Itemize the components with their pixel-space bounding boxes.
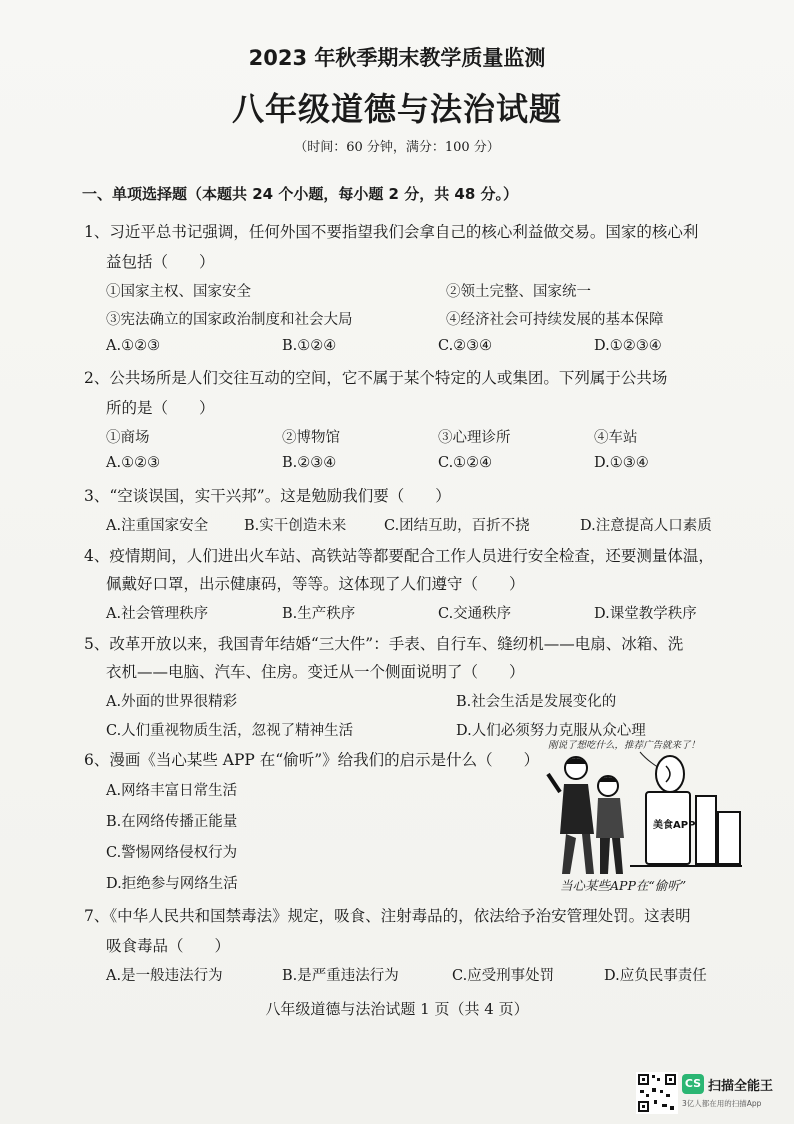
question-5-option-a[interactable]: A.外面的世界很精彩 (106, 694, 238, 710)
question-7-option-c[interactable]: C.应受刑事处罚 (452, 968, 555, 984)
question-2-stem-line1: 2、公共场所是人们交往互动的空间，它不属于某个特定的人或集团。下列属于公共场 (84, 369, 668, 387)
camscanner-logo-icon: CS (682, 1074, 704, 1094)
question-4-option-c[interactable]: C.交通秩序 (438, 606, 512, 622)
camscanner-tagline: 3亿人都在用的扫描App (682, 1099, 762, 1108)
question-1-stem-line1: 1、习近平总书记强调，任何外国不要指望我们会拿自己的核心利益做交易。国家的核心利 (84, 223, 699, 241)
question-4-option-d[interactable]: D.课堂教学秩序 (594, 606, 697, 622)
question-1-statement-4: ④经济社会可持续发展的基本保障 (446, 312, 664, 328)
question-1-option-b[interactable]: B.①②④ (282, 338, 337, 354)
question-5-option-c[interactable]: C.人们重视物质生活，忽视了精神生活 (106, 723, 354, 739)
question-2-statement-4: ④车站 (594, 430, 638, 446)
question-3-option-a[interactable]: A.注重国家安全 (106, 518, 209, 534)
question-3-option-b[interactable]: B.实干创造未来 (244, 518, 347, 534)
question-5-stem-line2: 衣机——电脑、汽车、住房。变迁从一个侧面说明了（ ） (106, 663, 525, 681)
camscanner-name: 扫描全能王 (708, 1079, 774, 1094)
question-5-option-b[interactable]: B.社会生活是发展变化的 (456, 694, 617, 710)
question-6-option-a[interactable]: A.网络丰富日常生活 (106, 783, 238, 799)
question-6-stem: 6、漫画《当心某些 APP 在“偷听”》给我们的启示是什么（ ） (84, 751, 540, 769)
cartoon-speech-text: 刚说了想吃什么，推荐广告就来了！ (548, 740, 701, 751)
question-2-statement-2: ②博物馆 (282, 430, 340, 446)
section-heading: 一、单项选择题（本题共 24 个小题，每小题 2 分，共 48 分。） (82, 185, 519, 203)
cartoon-illustration (520, 734, 746, 894)
question-1-option-d[interactable]: D.①②③④ (594, 338, 662, 354)
question-2-option-d[interactable]: D.①③④ (594, 455, 649, 471)
question-6-option-d[interactable]: D.拒绝参与网络生活 (106, 876, 238, 892)
question-3-stem: 3、“空谈误国，实干兴邦”。这是勉励我们要（ ） (84, 487, 451, 505)
exam-subject-title: 八年级道德与法治试题 (231, 90, 562, 128)
question-2-option-a[interactable]: A.①②③ (106, 455, 161, 471)
question-2-statement-1: ①商场 (106, 430, 150, 446)
question-7-stem-line2: 吸食毒品（ ） (106, 937, 231, 955)
exam-time-score: （时间：60 分钟，满分：100 分） (294, 140, 500, 155)
question-7-option-b[interactable]: B.是严重违法行为 (282, 968, 399, 984)
question-4-option-a[interactable]: A.社会管理秩序 (106, 606, 209, 622)
exam-title: 2023 年秋季期末教学质量监测 (248, 46, 546, 70)
question-1-statement-2: ②领土完整、国家统一 (446, 284, 591, 300)
question-7-stem-line1: 7、《中华人民共和国禁毒法》规定，吸食、注射毒品的，依法给予治安管理处罚。这表明 (84, 907, 691, 925)
question-5-stem-line1: 5、改革开放以来，我国青年结婚“三大件”：手表、自行车、缝纫机——电扇、冰箱、洗 (84, 635, 684, 653)
question-1-statement-1: ①国家主权、国家安全 (106, 284, 251, 300)
question-5-option-d[interactable]: D.人们必须努力克服从众心理 (456, 723, 646, 739)
cartoon-app-label: 美食APP (653, 820, 696, 831)
question-2-option-c[interactable]: C.①②④ (438, 455, 493, 471)
question-1-option-a[interactable]: A.①②③ (106, 338, 161, 354)
cartoon-caption: 当心某些APP在“偷听” (560, 878, 687, 893)
question-7-option-d[interactable]: D.应负民事责任 (604, 968, 707, 984)
question-1-stem-line2: 益包括（ ） (106, 253, 215, 271)
question-1-option-c[interactable]: C.②③④ (438, 338, 493, 354)
question-4-option-b[interactable]: B.生产秩序 (282, 606, 356, 622)
question-7-option-a[interactable]: A.是一般违法行为 (106, 968, 223, 984)
question-1-statement-3: ③宪法确立的国家政治制度和社会大局 (106, 312, 353, 328)
question-4-stem-line1: 4、疫情期间，人们进出火车站、高铁站等都要配合工作人员进行安全检查，还要测量体温， (84, 547, 714, 565)
page-footer: 八年级道德与法治试题 1 页（共 4 页） (265, 1000, 529, 1018)
question-2-option-b[interactable]: B.②③④ (282, 455, 337, 471)
qr-code-icon (636, 1072, 678, 1114)
question-6-option-c[interactable]: C.警惕网络侵权行为 (106, 845, 238, 861)
question-2-statement-3: ③心理诊所 (438, 430, 511, 446)
question-6-option-b[interactable]: B.在网络传播正能量 (106, 814, 238, 830)
question-3-option-d[interactable]: D.注意提高人口素质 (580, 518, 712, 534)
question-3-option-c[interactable]: C.团结互助，百折不挠 (384, 518, 530, 534)
question-2-stem-line2: 所的是（ ） (106, 399, 215, 417)
question-4-stem-line2: 佩戴好口罩，出示健康码，等等。这体现了人们遵守（ ） (106, 575, 525, 593)
